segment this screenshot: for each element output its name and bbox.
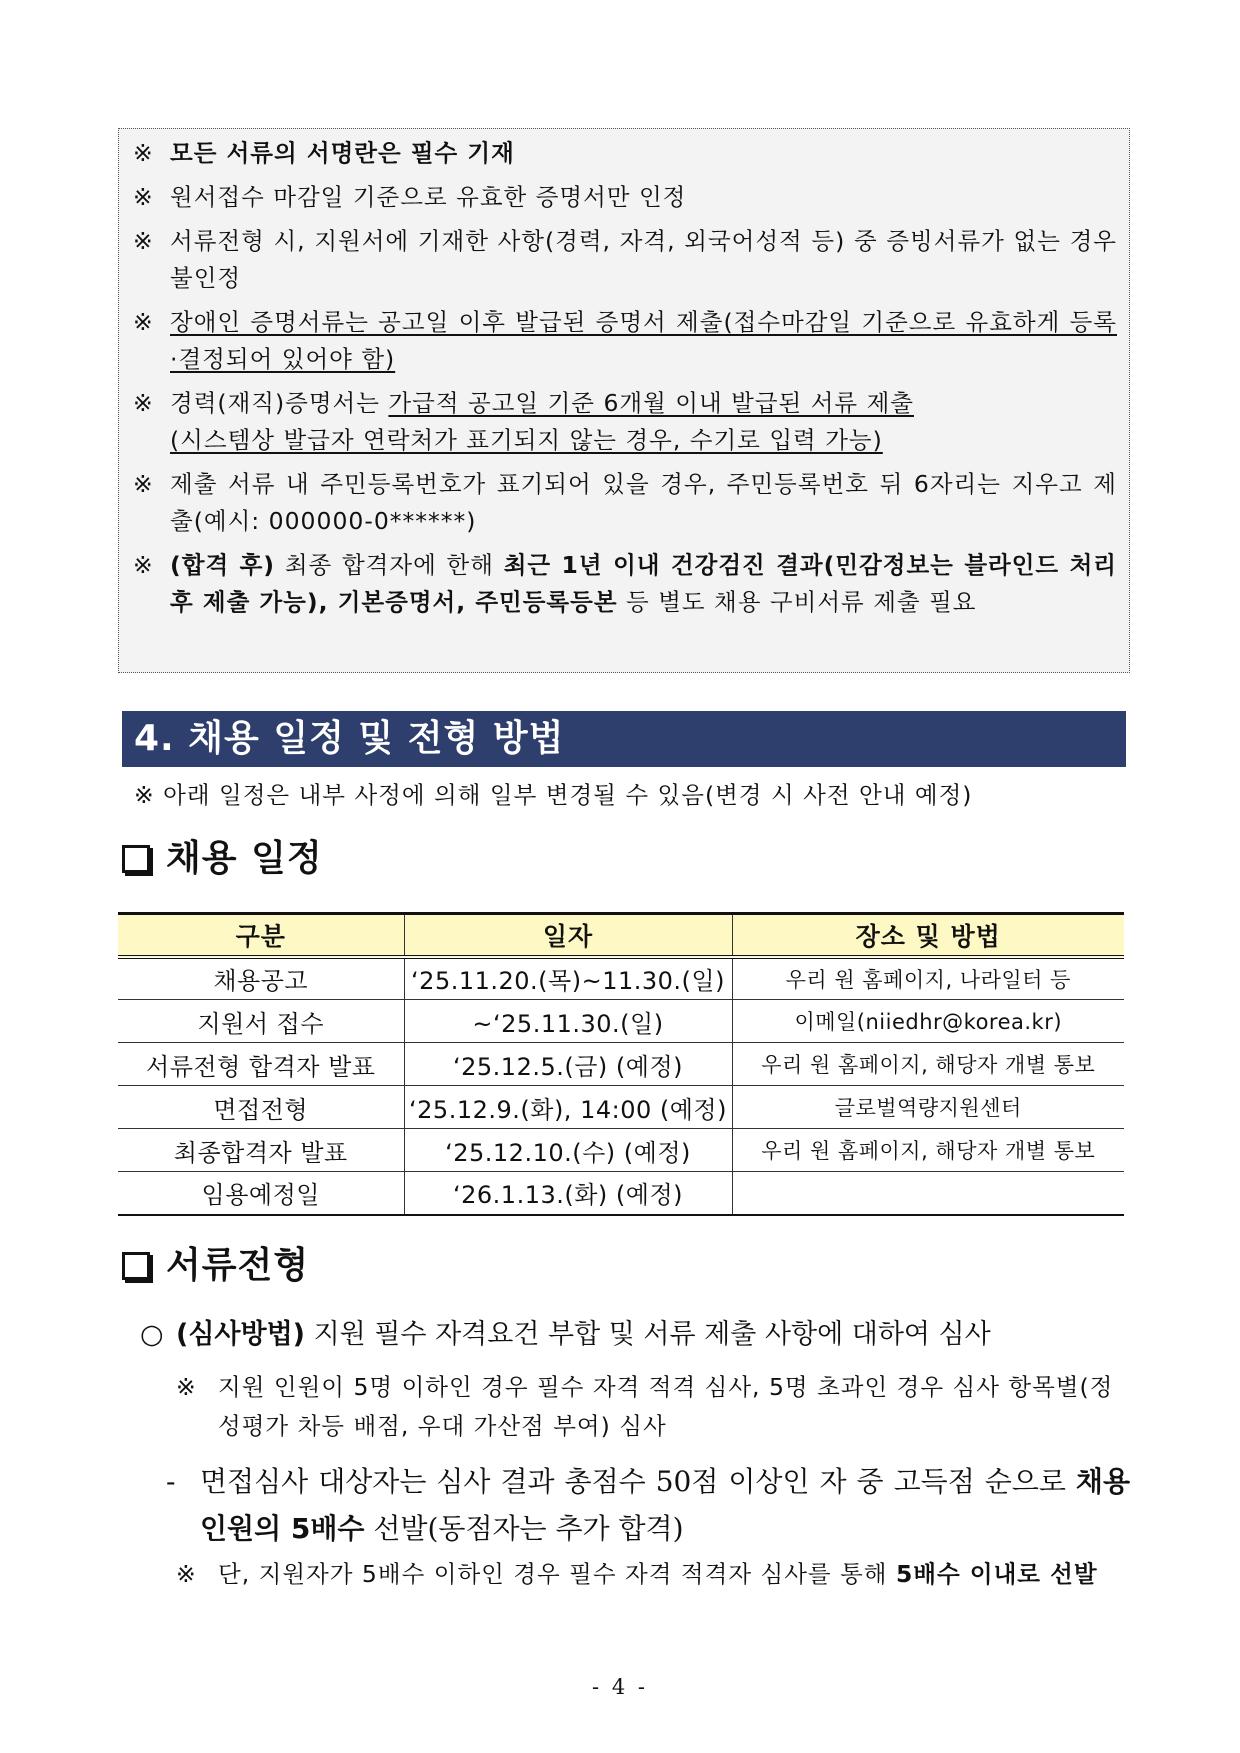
notice-text: 원서접수 마감일 기준으로 유효한 증명서만 인정 bbox=[170, 183, 687, 211]
reference-mark: ※ bbox=[176, 1373, 197, 1401]
table-cell: 면접전형 bbox=[118, 1086, 404, 1129]
subnote-plain: 단, 지원자가 5배수 이하인 경우 필수 자격 적격자 심사를 통해 bbox=[218, 1560, 896, 1588]
reference-mark: ※ bbox=[176, 1560, 197, 1588]
reference-mark: ※ bbox=[133, 308, 154, 336]
notice-text-plain: 최종 합격자에 한해 bbox=[275, 551, 504, 579]
schedule-change-note: ※ 아래 일정은 내부 사정에 의해 일부 변경될 수 있음(변경 시 사전 안내 예정) bbox=[134, 781, 973, 809]
schedule-heading bbox=[118, 836, 323, 882]
screening-method-text: 지원 필수 자격요건 부합 및 서류 제출 사항에 대하여 심사 bbox=[305, 1319, 991, 1350]
interview-selection-text bbox=[200, 1458, 1130, 1552]
section-title: 4. 채용 일정 및 전형 방법 bbox=[122, 711, 1126, 767]
notice-text-plain: 등 별도 채용 구비서류 제출 필요 bbox=[617, 588, 977, 616]
table-cell: 임용예정일 bbox=[118, 1172, 404, 1215]
notice-item bbox=[133, 466, 1117, 540]
table-header-row bbox=[118, 914, 1124, 957]
screening-method-label: (심사방법) bbox=[176, 1319, 306, 1350]
screening-subnote-text: 지원 인원이 5명 이하인 경우 필수 자격 적격 심사, 5명 초과인 경우 심사 항목별(정성평가 차등 배점, 우대 가산점 부여) 심사 bbox=[218, 1373, 1114, 1440]
screening-subnote bbox=[176, 1555, 1131, 1594]
table-cell: 우리 원 홈페이지, 해당자 개별 통보 bbox=[732, 1043, 1124, 1086]
column-header: 장소 및 방법 bbox=[732, 914, 1124, 957]
circle-bullet-icon: ○ bbox=[140, 1319, 164, 1350]
notice-text-bold: 최근 1년 이내 건강검진 결과(민감정보는 블라인드 처리 후 제출 가능), 기본증명서, 주민등록등본 bbox=[170, 551, 1117, 616]
table-cell: 지원서 접수 bbox=[118, 1000, 404, 1043]
notice-item bbox=[133, 179, 1117, 216]
table-row bbox=[118, 1086, 1124, 1129]
checkbox-square-icon bbox=[122, 845, 150, 873]
page-number: - 4 - bbox=[592, 1675, 648, 1699]
column-header: 일자 bbox=[404, 914, 732, 957]
screening-heading-label: 서류전형 bbox=[166, 1245, 310, 1286]
table-cell: 서류전형 합격자 발표 bbox=[118, 1043, 404, 1086]
table-cell: ‘25.11.20.(목)~11.30.(일) bbox=[404, 957, 732, 1000]
notice-item bbox=[133, 135, 1117, 172]
table-cell: ‘25.12.9.(화), 14:00 (예정) bbox=[404, 1086, 732, 1129]
notice-text: 장애인 증명서류는 공고일 이후 발급된 증명서 제출(접수마감일 기준으로 유효하게 등록·결정되어 있어야 함) bbox=[170, 308, 1117, 373]
table-cell: ~‘25.11.30.(일) bbox=[404, 1000, 732, 1043]
table-row bbox=[118, 1129, 1124, 1172]
table-row bbox=[118, 1172, 1124, 1215]
dash-bullet: - bbox=[166, 1465, 176, 1498]
table-cell: ‘25.12.10.(수) (예정) bbox=[404, 1129, 732, 1172]
table-cell bbox=[732, 1172, 1124, 1215]
screening-subnote bbox=[176, 1368, 1131, 1446]
notice-text bbox=[170, 385, 1117, 459]
checkbox-square-icon bbox=[122, 1252, 150, 1280]
table-cell: ‘26.1.13.(화) (예정) bbox=[404, 1172, 732, 1215]
notice-item bbox=[133, 304, 1117, 378]
interview-selection bbox=[166, 1458, 1130, 1552]
reference-mark: ※ bbox=[133, 470, 154, 498]
screening-method bbox=[140, 1313, 1130, 1357]
table-cell: 최종합격자 발표 bbox=[118, 1129, 404, 1172]
notice-text: 제출 서류 내 주민등록번호가 표기되어 있을 경우, 주민등록번호 뒤 6자리는 지우고 제출(예시: 000000-0******) bbox=[170, 470, 1117, 535]
table-cell: 우리 원 홈페이지, 나라일터 등 bbox=[732, 957, 1124, 1000]
table-cell: ‘25.12.5.(금) (예정) bbox=[404, 1043, 732, 1086]
notice-item bbox=[133, 385, 1117, 459]
interview-selection-plain: 선발(동점자는 추가 합격) bbox=[364, 1512, 684, 1545]
table-row bbox=[118, 1043, 1124, 1086]
reference-mark: ※ bbox=[133, 227, 154, 255]
reference-mark: ※ bbox=[133, 139, 154, 167]
reference-mark: ※ bbox=[133, 183, 154, 211]
table-cell: 이메일(niiedhr@korea.kr) bbox=[732, 1000, 1124, 1043]
table-row bbox=[118, 957, 1124, 1000]
reference-mark: ※ bbox=[133, 389, 154, 417]
interview-selection-plain: 면접심사 대상자는 심사 결과 총점수 50점 이상인 자 중 고득점 순으로 bbox=[200, 1465, 1076, 1498]
notice-text: 서류전형 시, 지원서에 기재한 사항(경력, 자격, 외국어성적 등) 중 증빙서류가 없는 경우 불인정 bbox=[170, 227, 1117, 292]
notice-text-underlined: 가급적 공고일 기준 6개월 이내 발급된 서류 제출 bbox=[388, 389, 914, 417]
notice-text: 모든 서류의 서명란은 필수 기재 bbox=[170, 139, 515, 167]
notice-item bbox=[133, 223, 1117, 297]
table-row bbox=[118, 1000, 1124, 1043]
column-header: 구분 bbox=[118, 914, 404, 957]
schedule-heading-label: 채용 일정 bbox=[166, 838, 323, 879]
reference-mark: ※ bbox=[133, 551, 154, 579]
table-cell: 우리 원 홈페이지, 해당자 개별 통보 bbox=[732, 1129, 1124, 1172]
interview-selection-bold: 채용인원의 5배수 bbox=[200, 1465, 1130, 1545]
notice-text-plain: 경력(재직)증명서는 bbox=[170, 389, 389, 417]
table-cell: 글로벌역량지원센터 bbox=[732, 1086, 1124, 1129]
notice-text-bold: (합격 후) bbox=[170, 551, 276, 579]
notice-text-underlined: (시스템상 발급자 연락처가 표기되지 않는 경우, 수기로 입력 가능) bbox=[170, 426, 883, 454]
table-cell: 채용공고 bbox=[118, 957, 404, 1000]
schedule-table bbox=[118, 912, 1124, 1216]
notice-item bbox=[133, 547, 1117, 621]
screening-subnote-text bbox=[218, 1555, 1131, 1594]
notice-text bbox=[170, 547, 1117, 621]
notice-box bbox=[118, 128, 1130, 673]
subnote-bold: 5배수 이내로 선발 bbox=[895, 1560, 1098, 1588]
screening-heading bbox=[118, 1243, 309, 1289]
